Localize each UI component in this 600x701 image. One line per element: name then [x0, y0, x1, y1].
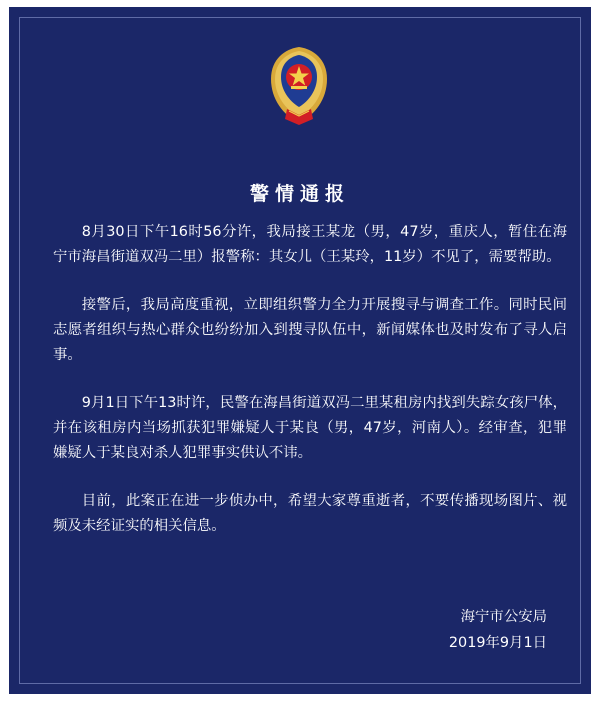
issuer-name: 海宁市公安局	[460, 609, 547, 625]
notice-body	[53, 220, 567, 562]
issue-date: 2019年9月1日	[448, 635, 547, 651]
paragraph: 接警后，我局高度重视，立即组织警力全力开展搜寻与调查工作。同时民间志愿者组织与热心群众也纷纷加入到搜寻队伍中，新闻媒体也及时发布了寻人启事。	[53, 297, 567, 363]
signature-block	[449, 604, 547, 656]
paragraph: 目前，此案正在进一步侦办中，希望大家尊重逝者，不要传播现场图片、视频及未经证实的相关信息。	[53, 493, 567, 534]
paragraph: 9月1日下午13时许，民警在海昌街道双冯二里某租房内找到失踪女孩尸体，并在该租房内当场抓获犯罪嫌疑人于某良（男，47岁，河南人）。经审查，犯罪嫌疑人于某良对杀人犯罪事实供认不讳。	[53, 395, 567, 461]
notice-page	[9, 7, 591, 694]
paragraph: 8月30日下午16时56分许，我局接王某龙（男，47岁，重庆人，暂住在海宁市海昌街道双冯二里）报警称：其女儿（王某玲，11岁）不见了，需要帮助。	[53, 224, 567, 265]
notice-title: 警情通报	[249, 183, 350, 205]
police-emblem-icon	[267, 45, 331, 129]
